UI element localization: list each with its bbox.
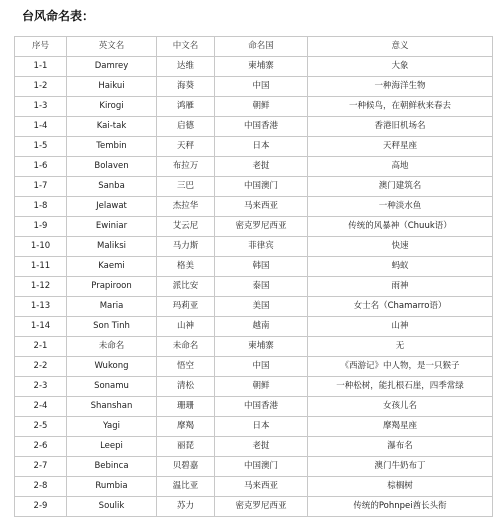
cell-chinese-name: 苏力 [157, 497, 215, 517]
cell-english-name: Yagi [67, 417, 157, 437]
cell-meaning: 女孩儿名 [308, 397, 493, 417]
cell-number: 1-5 [15, 137, 67, 157]
cell-naming-country: 马来西亚 [215, 477, 308, 497]
cell-naming-country: 老挝 [215, 437, 308, 457]
cell-meaning: 女士名（Chamarro语） [308, 297, 493, 317]
table-row [15, 77, 493, 97]
table-row [15, 97, 493, 117]
table-row [15, 177, 493, 197]
cell-english-name: Leepi [67, 437, 157, 457]
cell-naming-country: 中国 [215, 77, 308, 97]
table-row [15, 157, 493, 177]
typhoon-name-table [14, 36, 493, 517]
cell-english-name: Damrey [67, 57, 157, 77]
cell-english-name: Soulik [67, 497, 157, 517]
cell-english-name: Kai-tak [67, 117, 157, 137]
cell-naming-country: 柬埔寨 [215, 57, 308, 77]
cell-naming-country: 朝鲜 [215, 97, 308, 117]
cell-naming-country: 中国香港 [215, 117, 308, 137]
cell-number: 2-2 [15, 357, 67, 377]
cell-number: 2-1 [15, 337, 67, 357]
header-meaning: 意义 [308, 37, 493, 57]
cell-naming-country: 中国 [215, 357, 308, 377]
cell-english-name: Son Tinh [67, 317, 157, 337]
cell-english-name: Maria [67, 297, 157, 317]
cell-english-name: Rumbia [67, 477, 157, 497]
cell-meaning: 摩羯星座 [308, 417, 493, 437]
cell-naming-country: 老挝 [215, 157, 308, 177]
cell-chinese-name: 摩羯 [157, 417, 215, 437]
cell-meaning: 一种松树，能扎根石崖，四季常绿 [308, 377, 493, 397]
cell-meaning: 澳门建筑名 [308, 177, 493, 197]
cell-chinese-name: 珊珊 [157, 397, 215, 417]
table-row [15, 437, 493, 457]
cell-number: 1-14 [15, 317, 67, 337]
cell-number: 2-5 [15, 417, 67, 437]
cell-chinese-name: 艾云尼 [157, 217, 215, 237]
cell-chinese-name: 杰拉华 [157, 197, 215, 217]
table-row [15, 377, 493, 397]
cell-english-name: Ewiniar [67, 217, 157, 237]
cell-chinese-name: 三巴 [157, 177, 215, 197]
cell-naming-country: 柬埔寨 [215, 337, 308, 357]
cell-chinese-name: 布拉万 [157, 157, 215, 177]
cell-english-name: Bolaven [67, 157, 157, 177]
cell-chinese-name: 悟空 [157, 357, 215, 377]
cell-english-name: Shanshan [67, 397, 157, 417]
cell-english-name: Bebinca [67, 457, 157, 477]
table-header-row [15, 37, 493, 57]
cell-english-name: Jelawat [67, 197, 157, 217]
table-row [15, 57, 493, 77]
cell-naming-country: 越南 [215, 317, 308, 337]
cell-number: 2-6 [15, 437, 67, 457]
cell-meaning: 快速 [308, 237, 493, 257]
cell-chinese-name: 马力斯 [157, 237, 215, 257]
cell-naming-country: 日本 [215, 417, 308, 437]
cell-chinese-name: 贝碧嘉 [157, 457, 215, 477]
cell-meaning: 澳门牛奶布丁 [308, 457, 493, 477]
cell-meaning: 山神 [308, 317, 493, 337]
cell-meaning: 天秤星座 [308, 137, 493, 157]
cell-meaning: 传统的Pohnpei酋长头衔 [308, 497, 493, 517]
table-row [15, 477, 493, 497]
cell-english-name: Prapiroon [67, 277, 157, 297]
cell-number: 1-9 [15, 217, 67, 237]
cell-number: 1-6 [15, 157, 67, 177]
table-row [15, 277, 493, 297]
cell-number: 1-8 [15, 197, 67, 217]
table-row [15, 217, 493, 237]
cell-chinese-name: 鸿雁 [157, 97, 215, 117]
cell-meaning: 传统的风暴神（Chuuk语） [308, 217, 493, 237]
table-row [15, 417, 493, 437]
table-row [15, 397, 493, 417]
page-title: 台风命名表： [22, 9, 95, 23]
cell-meaning: 高地 [308, 157, 493, 177]
table-row [15, 257, 493, 277]
cell-english-name: Kirogi [67, 97, 157, 117]
cell-number: 1-10 [15, 237, 67, 257]
cell-meaning: 一种候鸟，在朝鲜秋来春去 [308, 97, 493, 117]
table-row [15, 497, 493, 517]
cell-english-name: Tembin [67, 137, 157, 157]
cell-chinese-name: 达维 [157, 57, 215, 77]
table-row [15, 137, 493, 157]
cell-english-name: Wukong [67, 357, 157, 377]
cell-meaning: 香港旧机场名 [308, 117, 493, 137]
cell-meaning: 大象 [308, 57, 493, 77]
cell-meaning: 一种海洋生物 [308, 77, 493, 97]
cell-english-name: Haikui [67, 77, 157, 97]
cell-naming-country: 韩国 [215, 257, 308, 277]
cell-number: 1-4 [15, 117, 67, 137]
cell-number: 1-2 [15, 77, 67, 97]
cell-number: 1-12 [15, 277, 67, 297]
cell-chinese-name: 天秤 [157, 137, 215, 157]
cell-chinese-name: 格美 [157, 257, 215, 277]
cell-chinese-name: 山神 [157, 317, 215, 337]
cell-number: 1-11 [15, 257, 67, 277]
cell-naming-country: 朝鲜 [215, 377, 308, 397]
cell-chinese-name: 清松 [157, 377, 215, 397]
cell-meaning: 《西游记》中人物，是一只猴子 [308, 357, 493, 377]
cell-number: 1-1 [15, 57, 67, 77]
cell-english-name: Sonamu [67, 377, 157, 397]
table-row [15, 317, 493, 337]
table-row [15, 197, 493, 217]
cell-chinese-name: 派比安 [157, 277, 215, 297]
cell-naming-country: 泰国 [215, 277, 308, 297]
cell-number: 1-3 [15, 97, 67, 117]
cell-meaning: 一种淡水鱼 [308, 197, 493, 217]
cell-naming-country: 密克罗尼西亚 [215, 497, 308, 517]
cell-chinese-name: 玛莉亚 [157, 297, 215, 317]
cell-chinese-name: 海葵 [157, 77, 215, 97]
cell-meaning: 雨神 [308, 277, 493, 297]
cell-english-name: Kaemi [67, 257, 157, 277]
cell-number: 1-13 [15, 297, 67, 317]
cell-number: 2-7 [15, 457, 67, 477]
cell-chinese-name: 未命名 [157, 337, 215, 357]
table-row [15, 357, 493, 377]
table-row [15, 457, 493, 477]
header-number: 序号 [15, 37, 67, 57]
cell-number: 2-4 [15, 397, 67, 417]
cell-english-name: Maliksi [67, 237, 157, 257]
table-row [15, 117, 493, 137]
cell-meaning: 瀑布名 [308, 437, 493, 457]
cell-naming-country: 中国澳门 [215, 457, 308, 477]
cell-naming-country: 中国香港 [215, 397, 308, 417]
cell-naming-country: 日本 [215, 137, 308, 157]
cell-naming-country: 中国澳门 [215, 177, 308, 197]
cell-english-name: 未命名 [67, 337, 157, 357]
cell-chinese-name: 启德 [157, 117, 215, 137]
cell-naming-country: 菲律宾 [215, 237, 308, 257]
table-row [15, 297, 493, 317]
table-row [15, 337, 493, 357]
cell-meaning: 无 [308, 337, 493, 357]
cell-english-name: Sanba [67, 177, 157, 197]
cell-chinese-name: 丽琵 [157, 437, 215, 457]
header-english-name: 英文名 [67, 37, 157, 57]
cell-number: 1-7 [15, 177, 67, 197]
cell-naming-country: 密克罗尼西亚 [215, 217, 308, 237]
cell-meaning: 蚂蚁 [308, 257, 493, 277]
cell-naming-country: 马来西亚 [215, 197, 308, 217]
cell-number: 2-9 [15, 497, 67, 517]
header-naming-country: 命名国 [215, 37, 308, 57]
table-row [15, 237, 493, 257]
cell-meaning: 棕榈树 [308, 477, 493, 497]
cell-naming-country: 美国 [215, 297, 308, 317]
cell-chinese-name: 温比亚 [157, 477, 215, 497]
cell-number: 2-8 [15, 477, 67, 497]
cell-number: 2-3 [15, 377, 67, 397]
table-body [15, 57, 493, 517]
header-chinese-name: 中文名 [157, 37, 215, 57]
